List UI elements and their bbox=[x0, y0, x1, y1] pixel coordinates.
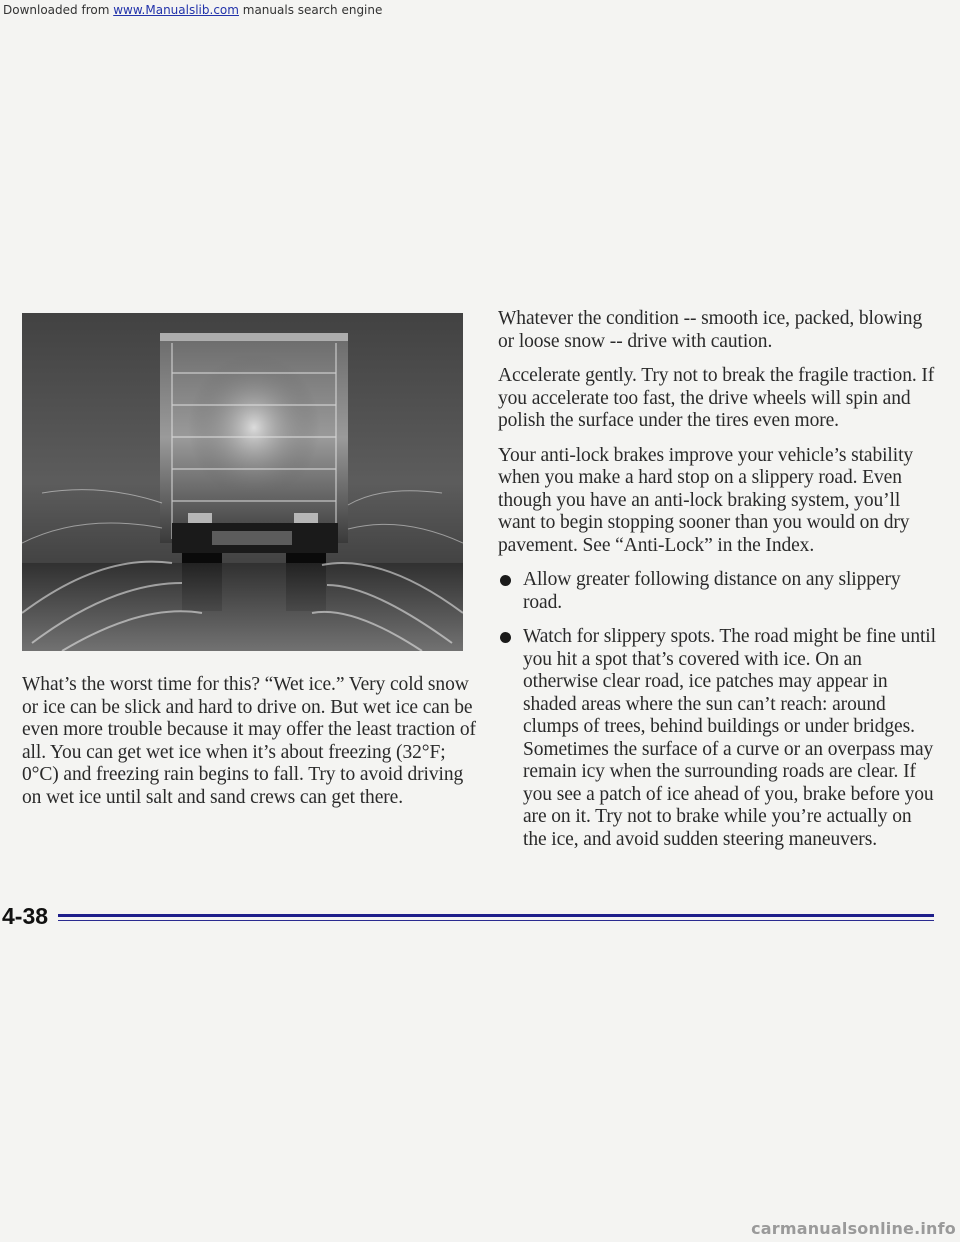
watermark-prefix: Downloaded from bbox=[3, 3, 114, 17]
list-item bbox=[498, 569, 938, 614]
manualslib-link[interactable]: www.Manualslib.com bbox=[113, 3, 239, 17]
right-column bbox=[498, 308, 938, 863]
bullet-text: Watch for slippery spots. The road might be fine until you hit a spot that’s covered with ice. On an otherwise clear road, ice patches may appear in shaded areas where the sun can’t reach: around clumps of trees, behind buildings or under bridges. Sometimes the surface of a curve or an overpass may remain icy when the surrounding roads are clear. If you see a patch of ice ahead of you, brake before you are on it. Try not to brake while you’re actually on the ice, and avoid sudden steering maneuvers. bbox=[523, 626, 936, 850]
caution-paragraph: Whatever the condition -- smooth ice, packed, blowing or loose snow -- drive with caution. bbox=[498, 308, 923, 352]
download-watermark bbox=[3, 3, 382, 17]
list-item bbox=[498, 626, 938, 851]
page-footer bbox=[0, 900, 960, 930]
tips-list bbox=[498, 569, 938, 851]
anti-lock-paragraph: Your anti-lock brakes improve your vehicle’s stability when you make a hard stop on a slippery road. Even though you have an anti-lock braking system, you’ll want to begin stopping sooner than you would on dry pavement. See “Anti-Lock” in the Index. bbox=[498, 444, 914, 556]
watermark-suffix: manuals search engine bbox=[238, 3, 383, 17]
site-watermark: carmanualsonline.info bbox=[751, 1219, 956, 1238]
accelerate-paragraph: Accelerate gently. Try not to break the fragile traction. If you accelerate too fast, the drive wheels will spin and polish the surface under the tires even more. bbox=[498, 365, 935, 431]
bullet-icon bbox=[500, 632, 511, 643]
bullet-text: Allow greater following distance on any slippery road. bbox=[523, 569, 901, 613]
bullet-icon bbox=[500, 575, 511, 586]
footer-rule-thin bbox=[58, 920, 934, 921]
footer-rule bbox=[58, 914, 934, 917]
page-number: 4-38 bbox=[2, 903, 49, 929]
wet-ice-paragraph: What’s the worst time for this? “Wet ice.” Very cold snow or ice can be slick and hard to drive on. But wet ice can be even more trouble because it may offer the least traction of all. You can get wet ice when it’s about freezing (32°F; 0°C) and freezing rain begins to fall. Try to avoid driving on wet ice until salt and sand crews can get there. bbox=[22, 674, 476, 808]
left-column bbox=[22, 674, 480, 821]
photo-truck-icon bbox=[22, 313, 463, 651]
